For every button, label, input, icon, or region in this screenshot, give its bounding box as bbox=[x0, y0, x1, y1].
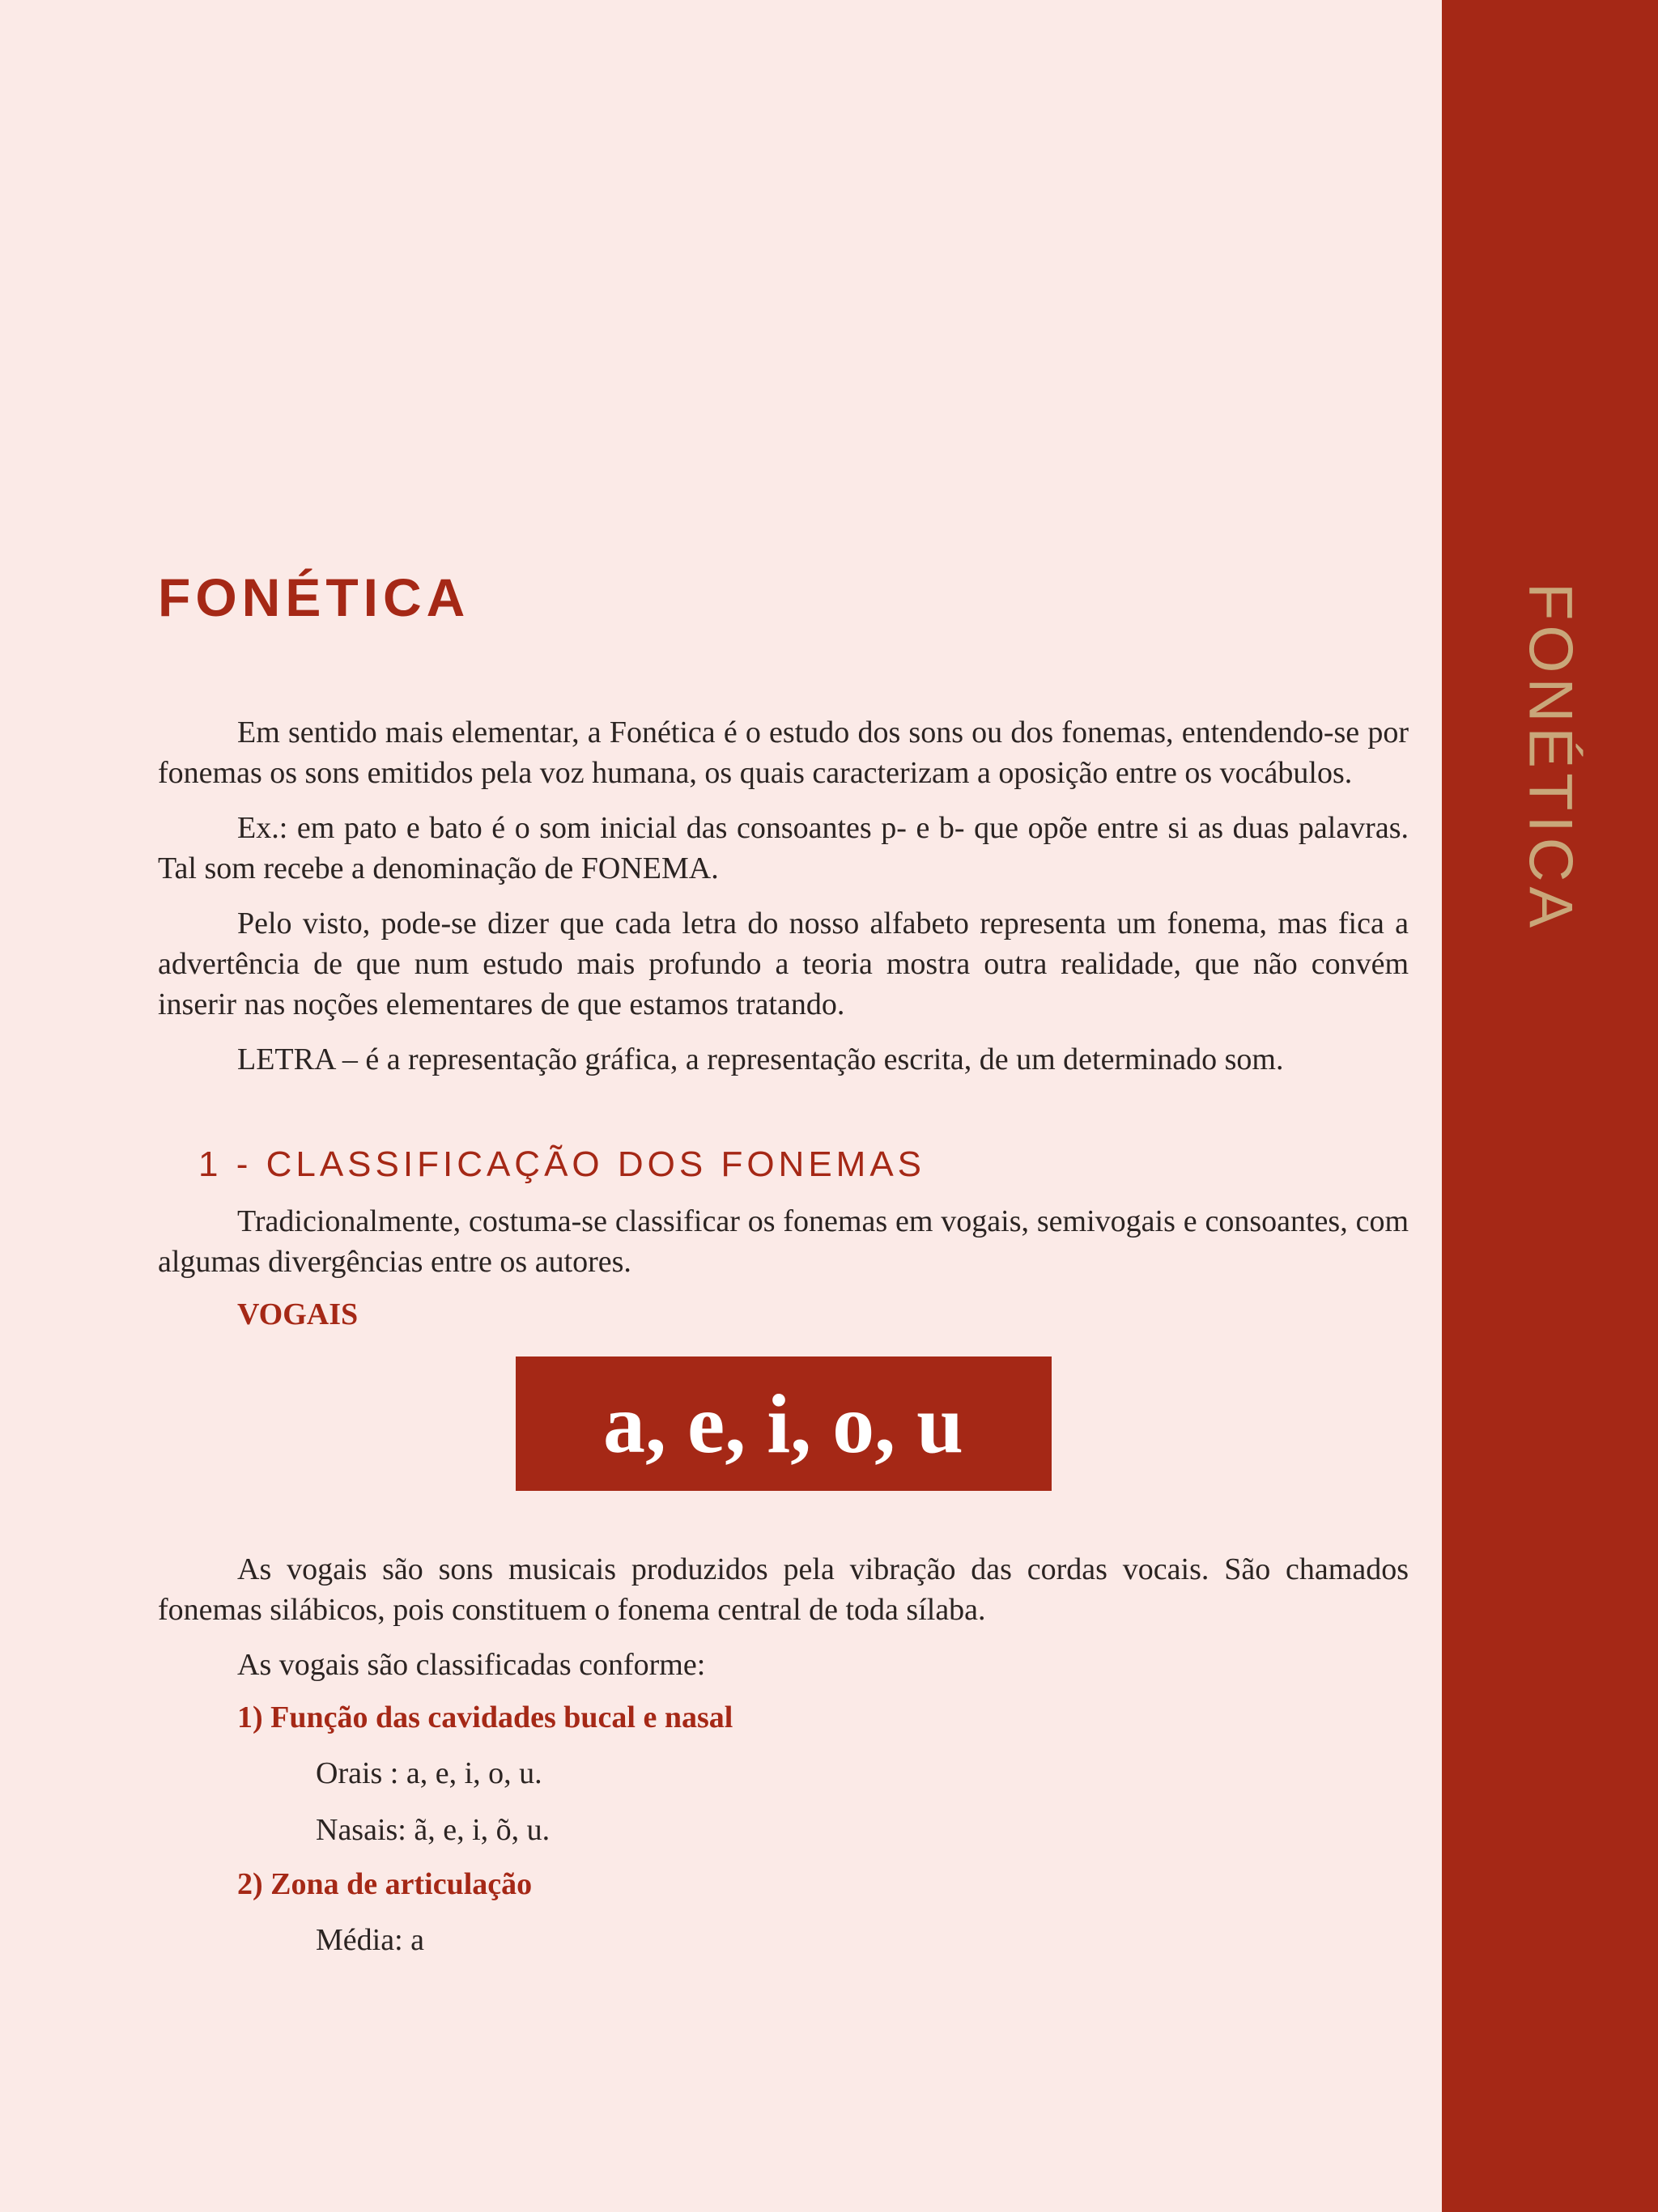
sidebar-band bbox=[1442, 0, 1658, 2212]
nasais-line: Nasais: ã, e, i, õ, u. bbox=[316, 1813, 551, 1847]
section-title: 1 - CLASSIFICAÇÃO DOS FONEMAS bbox=[198, 1144, 926, 1184]
media-line: Média: a bbox=[316, 1923, 425, 1957]
intro-paragraph-1: Em sentido mais elementar, a Fonética é o estudo dos sons ou dos fonemas, entendendo-se por fonemas os sons emitidos pela voz humana, os quais caracterizam a oposição entre os vocábulos. bbox=[158, 715, 1409, 790]
section-paragraph-3: As vogais são classificadas conforme: bbox=[237, 1648, 706, 1682]
orais-line: Orais : a, e, i, o, u. bbox=[316, 1756, 542, 1790]
item-2-title: 2) Zona de articulação bbox=[237, 1867, 533, 1901]
section-paragraph-2: As vogais são sons musicais produzidos pela vibração das cordas vocais. São chamados fonemas silábicos, pois constituem o fonema central de toda sílaba. bbox=[158, 1552, 1409, 1627]
intro-block bbox=[158, 712, 1409, 1080]
vowel-box: a, e, i, o, u bbox=[516, 1356, 1052, 1491]
item-1-title: 1) Função das cavidades bucal e nasal bbox=[237, 1700, 733, 1734]
vogais-label: VOGAIS bbox=[237, 1297, 359, 1331]
intro-paragraph-4: LETRA – é a representação gráfica, a representação escrita, de um determinado som. bbox=[237, 1042, 1284, 1076]
chapter-title: FONÉTICA bbox=[158, 567, 470, 627]
intro-paragraph-3: Pelo visto, pode-se dizer que cada letra do nosso alfabeto representa um fonema, mas fica a advertência de que num estudo mais profundo a teoria mostra outra realidade, que não convém inserir nas noções elementares de que estamos tratando. bbox=[158, 906, 1409, 1021]
sidebar-chapter-title: FONÉTICA bbox=[1516, 583, 1585, 933]
section-paragraph-1: Tradicionalmente, costuma-se classificar os fonemas em vogais, semivogais e consoantes, com algumas divergências entre os autores. bbox=[158, 1204, 1409, 1279]
intro-paragraph-2: Ex.: em pato e bato é o som inicial das consoantes p- e b- que opõe entre si as duas palavras. Tal som recebe a denominação de FONEMA. bbox=[158, 811, 1409, 885]
page-content bbox=[158, 567, 1409, 1976]
